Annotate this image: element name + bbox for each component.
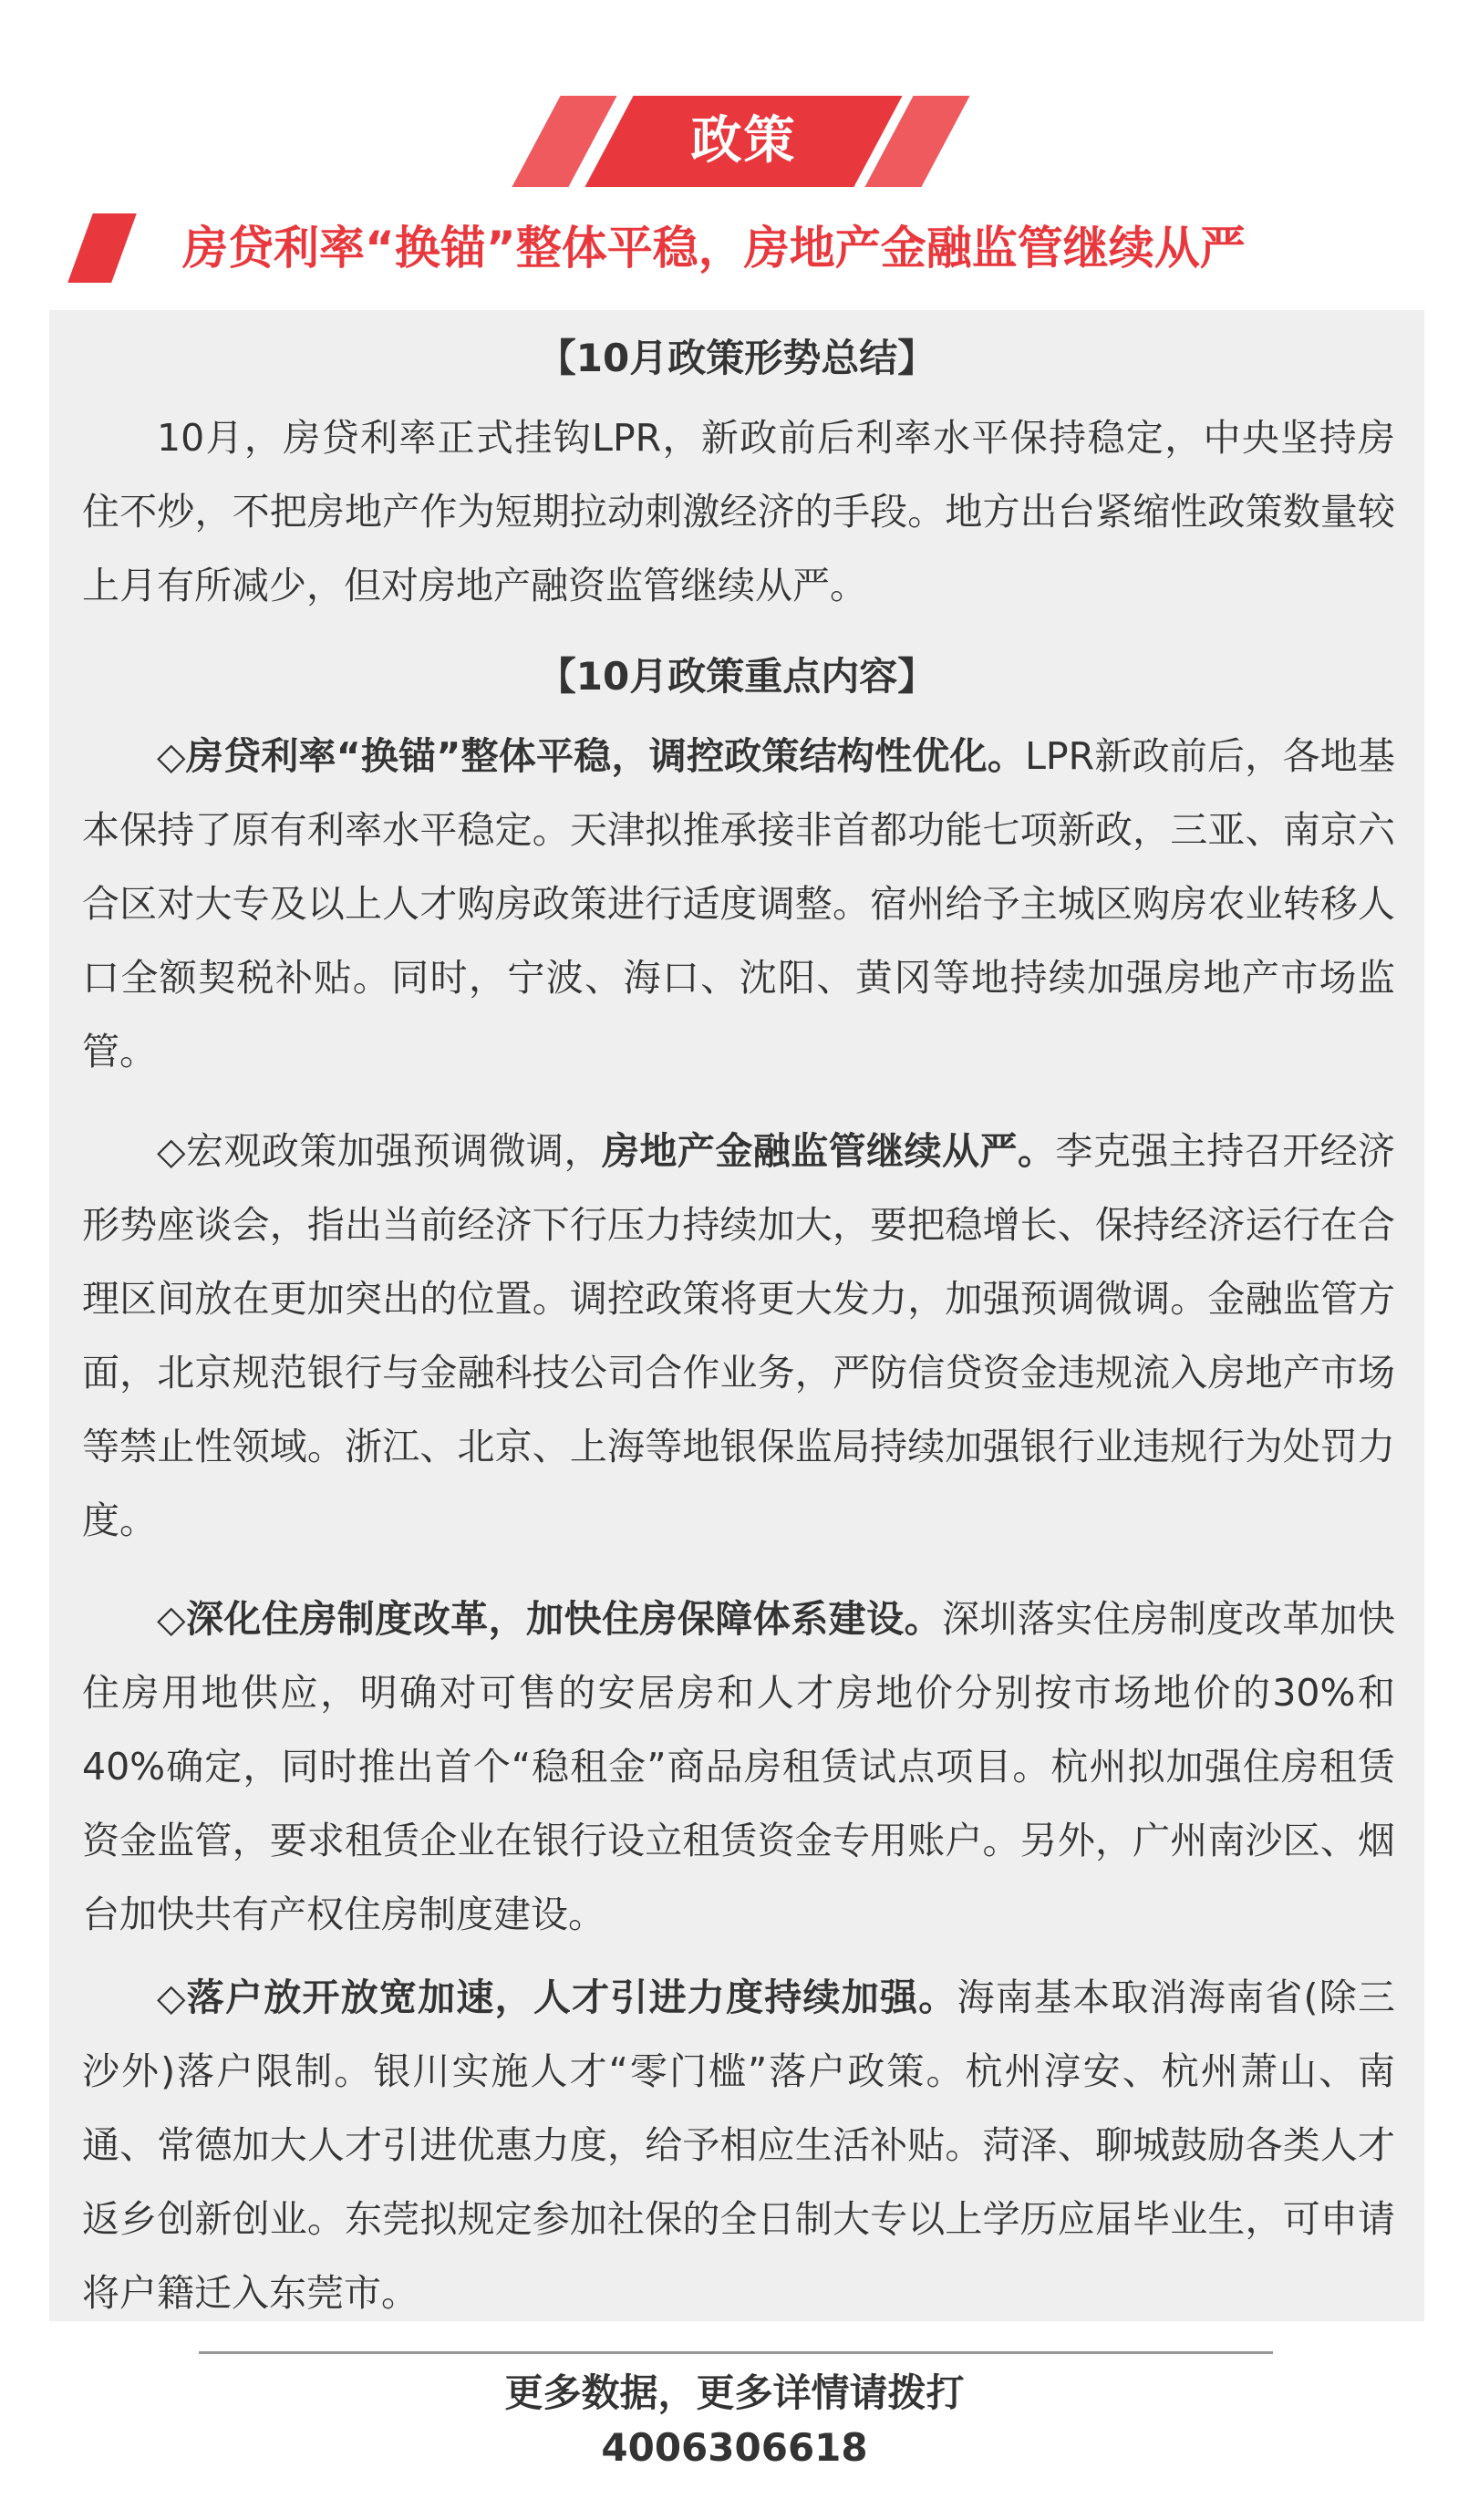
key-point-lead: ◇深化住房制度改革，加快住房保障体系建设。: [157, 1597, 943, 1641]
key-point-lead: ◇房贷利率“换锚”整体平稳，调控政策结构性优化。: [157, 734, 1026, 778]
key-points-heading: 【10月政策重点内容】: [537, 654, 936, 699]
key-point-body: 海南基本取消海南省(除三沙外)落户限制。银川实施人才“零门槛”落户政策。杭州淳安、杭州萧山、南通、常德加大人才引进优惠力度，给予相应生活补贴。菏泽、聊城鼓励各类人才返乡创新创业。东莞拟规定参加社保的全日制大专以上学历应届毕业生，可申请将户籍迁入东莞市。: [82, 1976, 1395, 2315]
banner-title: 政策: [690, 111, 797, 171]
key-point-item: [82, 1115, 1395, 1558]
summary-paragraph: 10月，房贷利率正式挂钩LPR，新政前后利率水平保持稳定，中央坚持房住不炒，不把房地产作为短期拉动刺激经济的手段。地方出台紧缩性政策数量较上月有所减少，但对房地产融资监管继续从严。: [82, 416, 1395, 607]
key-point-body: 李克强主持召开经济形势座谈会，指出当前经济下行压力持续加大，要把稳增长、保持经济运行在合理区间放在更加突出的位置。调控政策将更大发力，加强预调微调。金融监管方面，北京规范银行与金融科技公司合作业务，严防信贷资金违规流入房地产市场等禁止性领域。浙江、北京、上海等地银保监局持续加强银行业违规行为处罚力度。: [82, 1129, 1396, 1542]
key-point-item: [82, 1961, 1395, 2330]
content-panel: [49, 310, 1424, 2321]
key-point-lead: ◇落户放开放宽加速，人才引进力度持续加强。: [157, 1976, 957, 2019]
footer-phone[interactable]: 4006306618: [601, 2425, 868, 2470]
key-point-lead: 房地产金融监管继续从严。: [601, 1129, 1056, 1173]
subtitle-marker-icon: [67, 213, 137, 283]
page-subtitle: 房贷利率“换锚”整体平稳，房地产金融监管继续从严: [182, 222, 1246, 275]
key-point-body: LPR新政前后，各地基本保持了原有利率水平稳定。天津拟推承接非首都功能七项新政，三亚、南京六合区对大专及以上人才购房政策进行适度调整。宿州给予主城区购房农业转移人口全额契税补贴。同时，宁波、海口、沈阳、黄冈等地持续加强房地产市场监管。: [82, 734, 1395, 1073]
footer-cta: 更多数据，更多详情请拨打: [504, 2370, 965, 2415]
section-banner: [0, 96, 1469, 187]
key-point-lead-plain: ◇宏观政策加强预调微调，: [157, 1129, 602, 1173]
summary-heading: 【10月政策形势总结】: [537, 336, 936, 380]
key-point-item: [82, 1582, 1395, 1952]
footer-divider: [199, 2351, 1273, 2354]
key-point-item: [82, 720, 1395, 1089]
subtitle-row: [0, 212, 1469, 285]
key-point-body: 深圳落实住房制度改革加快住房用地供应，明确对可售的安居房和人才房地价分别按市场地价的30%和40%确定，同时推出首个“稳租金”商品房租赁试点项目。杭州拟加强住房租赁资金监管，要求租赁企业在银行设立租赁资金专用账户。另外，广州南沙区、烟台加快共有产权住房制度建设。: [82, 1597, 1396, 1936]
